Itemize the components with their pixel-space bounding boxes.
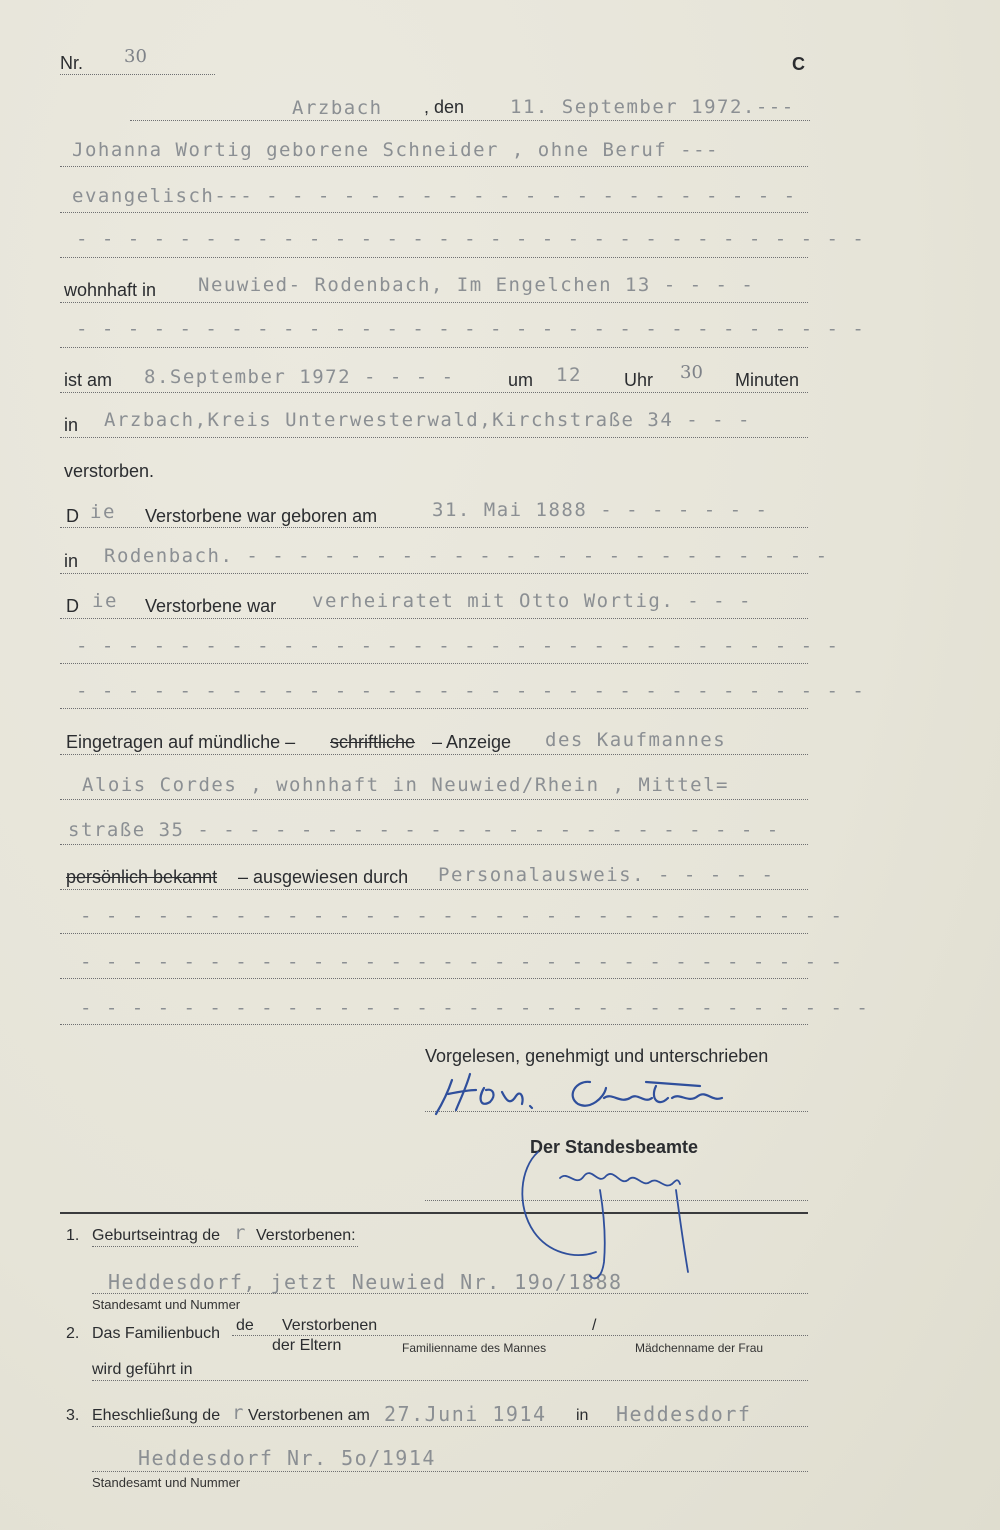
minuten-label: Minuten bbox=[735, 370, 800, 390]
n2-gefuehrt: wird geführt in bbox=[92, 1361, 193, 1378]
geboren-label: Verstorbene war geboren am bbox=[145, 506, 378, 526]
bekannt-label: persönlich bekannt bbox=[66, 867, 218, 887]
n1-value: Heddesdorf, jetzt Neuwied Nr. 19o/1888 bbox=[108, 1270, 623, 1294]
n2-mann: Familienname des Mannes bbox=[402, 1341, 547, 1355]
blank-line-4: - - - - - - - - - - - - - - - - - - - - - - - - - - - - - - - bbox=[76, 680, 866, 702]
d-label-2: D bbox=[66, 596, 79, 616]
death-date: 8.September 1972 - - - - bbox=[144, 366, 455, 388]
ausweis-value: Personalausweis. - - - - - bbox=[438, 864, 775, 886]
n3-place: Heddesdorf bbox=[616, 1402, 752, 1426]
informant-line-2: straße 35 - - - - - - - - - - - - - - - - - - - - - - - bbox=[68, 819, 780, 841]
uhr-label: Uhr bbox=[624, 370, 654, 390]
n2-frau: Mädchenname der Frau bbox=[635, 1341, 764, 1355]
standesbeamte-label: Der Standesbeamte bbox=[530, 1137, 699, 1157]
nr-label: Nr. bbox=[60, 53, 84, 73]
n3-num: 3. bbox=[66, 1407, 80, 1424]
n2-eltern: der Eltern bbox=[272, 1337, 342, 1354]
wohnhaft-label: wohnhaft in bbox=[64, 280, 157, 300]
den-label: , den bbox=[424, 97, 465, 117]
form-letter: C bbox=[792, 54, 805, 74]
death-minutes: 30 bbox=[680, 362, 703, 383]
standesamt-label-1: Standesamt und Nummer bbox=[92, 1297, 241, 1312]
n3-value: Heddesdorf Nr. 5o/1914 bbox=[138, 1446, 436, 1470]
n1-label-a: Geburtseintrag de bbox=[92, 1227, 221, 1244]
n3-label-b: Verstorbenen am bbox=[248, 1407, 370, 1424]
n2-num: 2. bbox=[66, 1325, 80, 1342]
blank-line-7: - - - - - - - - - - - - - - - - - - - - - - - - - - - - - - - bbox=[80, 997, 870, 1019]
informant-line: Alois Cordes , wohnhaft in Neuwied/Rhein , Mittel= bbox=[82, 774, 729, 796]
n3-label-a: Eheschließung de bbox=[92, 1407, 221, 1424]
n2-de: de bbox=[236, 1317, 254, 1334]
n1-num: 1. bbox=[66, 1227, 80, 1244]
um-label: um bbox=[508, 370, 534, 390]
anzeige-label: – Anzeige bbox=[432, 732, 512, 752]
death-hour: 12 bbox=[556, 364, 582, 386]
n3-date: 27.Juni 1914 bbox=[384, 1402, 547, 1426]
d-label-1: D bbox=[66, 506, 79, 526]
anzeige-value: des Kaufmannes bbox=[545, 729, 727, 751]
blank-line-1: - - - - - - - - - - - - - - - - - - - - - - - - - - - - - - - bbox=[76, 228, 866, 250]
n2-verstorbenen: Verstorbenen bbox=[282, 1317, 378, 1334]
ie-1: ie bbox=[90, 501, 116, 523]
n1-r: r bbox=[234, 1222, 247, 1244]
date: 11. September 1972.--- bbox=[510, 96, 795, 118]
address: Neuwied- Rodenbach, Im Engelchen 13 - - - - bbox=[198, 274, 755, 296]
eingetragen-label: Eingetragen auf mündliche – bbox=[66, 732, 296, 752]
informant-signature bbox=[436, 1074, 722, 1114]
verstorben-label: verstorben. bbox=[64, 461, 155, 481]
nr-value: 30 bbox=[124, 46, 147, 67]
schriftliche-label: schriftliche bbox=[330, 732, 416, 752]
n3-in: in bbox=[576, 1407, 589, 1424]
blank-line-5: - - - - - - - - - - - - - - - - - - - - - - - - - - - - - - bbox=[80, 905, 844, 927]
n3-r: r bbox=[232, 1402, 245, 1424]
n2-label: Das Familienbuch bbox=[92, 1325, 221, 1342]
blank-line-3: - - - - - - - - - - - - - - - - - - - - - - - - - - - - - - bbox=[76, 635, 840, 657]
blank-line-6: - - - - - - - - - - - - - - - - - - - - - - - - - - - - - - bbox=[80, 951, 844, 973]
official-signature bbox=[522, 1152, 688, 1278]
birth-date: 31. Mai 1888 - - - - - - - bbox=[432, 499, 769, 521]
marital-status: verheiratet mit Otto Wortig. - - - bbox=[312, 590, 752, 612]
n1-label-b: Verstorbenen: bbox=[256, 1227, 356, 1244]
war-label: Verstorbene war bbox=[145, 596, 277, 616]
in-label: in bbox=[64, 415, 79, 435]
name-line: Johanna Wortig geborene Schneider , ohne Beruf --- bbox=[72, 139, 719, 161]
ausgewiesen-label: – ausgewiesen durch bbox=[238, 867, 409, 887]
in-label-2: in bbox=[64, 551, 79, 571]
blank-line-2: - - - - - - - - - - - - - - - - - - - - - - - - - - - - - - - bbox=[76, 318, 866, 340]
vorgelesen-label: Vorgelesen, genehmigt und unterschrieben bbox=[425, 1046, 769, 1066]
death-place: Arzbach,Kreis Unterwesterwald,Kirchstraße 34 - - - bbox=[104, 409, 751, 431]
n2-slash: / bbox=[592, 1317, 597, 1334]
standesamt-label-2: Standesamt und Nummer bbox=[92, 1475, 241, 1490]
religion-line: evangelisch--- - - - - - - - - - - - - - - - - - - - - - bbox=[72, 185, 797, 207]
place: Arzbach bbox=[292, 97, 383, 119]
birth-place: Rodenbach. - - - - - - - - - - - - - - - - - - - - - - - bbox=[104, 545, 829, 567]
ist-am-label: ist am bbox=[64, 370, 113, 390]
ie-2: ie bbox=[92, 590, 118, 612]
